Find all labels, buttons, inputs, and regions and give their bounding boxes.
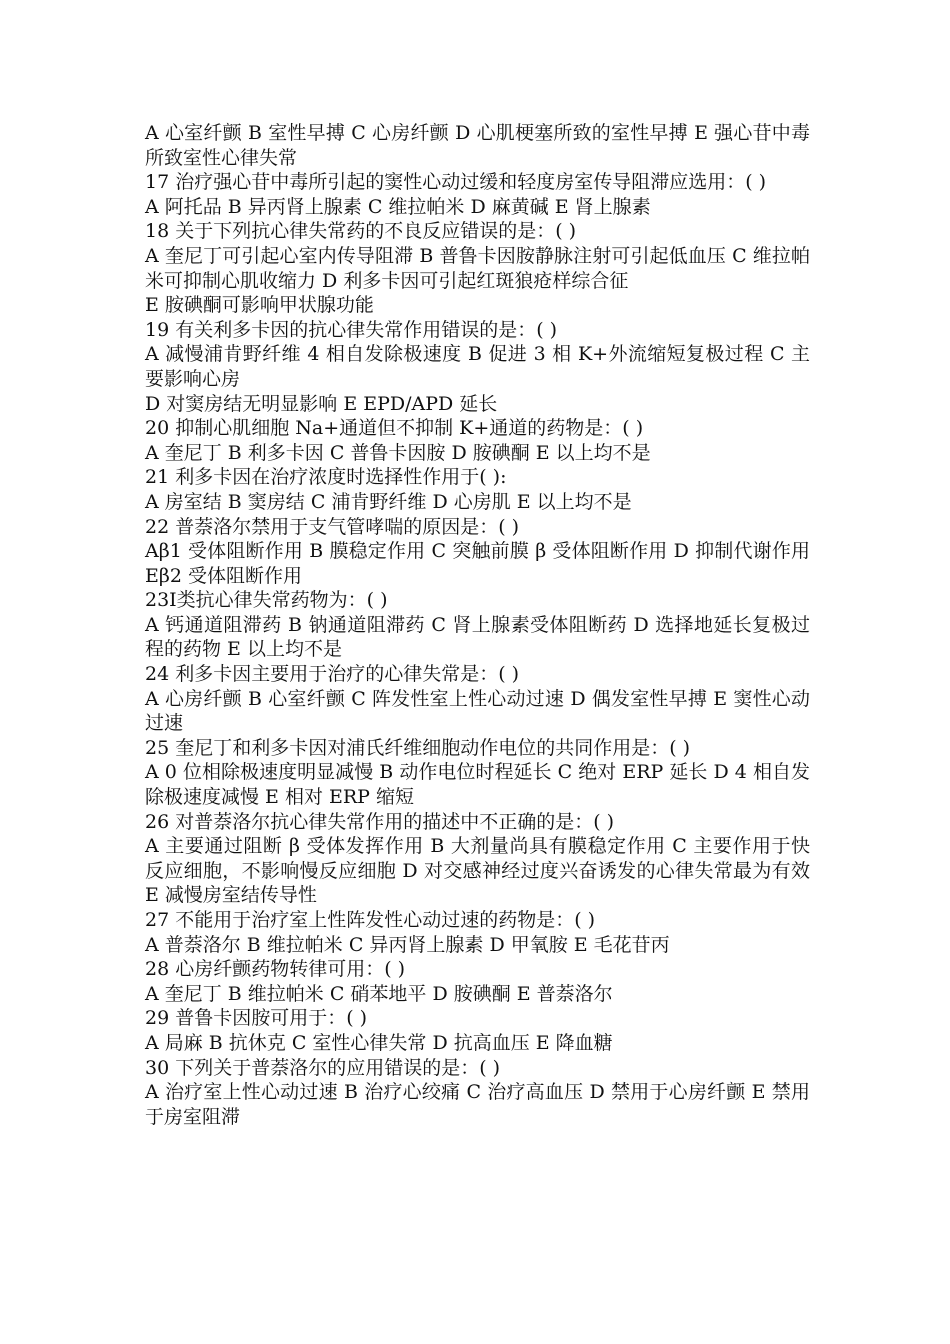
answer-options-27: A 普萘洛尔 B 维拉帕米 C 异丙肾上腺素 D 甲氧胺 E 毛花苷丙 <box>145 933 670 956</box>
question-17: 17 治疗强心苷中毒所引起的窦性心动过缓和轻度房室传导阻滞应选用：( ) <box>145 171 767 194</box>
answer-options-22: Aβ1 受体阻断作用 B 膜稳定作用 C 突触前膜 β 受体阻断作用 D 抑制代谢作用 Eβ2 受体阻断作用 <box>145 540 810 587</box>
question-22: 22 普萘洛尔禁用于支气管哮喘的原因是：( ) <box>145 515 520 538</box>
answer-options-20: A 奎尼丁 B 利多卡因 C 普鲁卡因胺 D 胺碘酮 E 以上均不是 <box>145 441 651 464</box>
answer-options-18: A 奎尼丁可引起心室内传导阻滞 B 普鲁卡因胺静脉注射可引起低血压 C 维拉帕米可抑制心肌收缩力 D 利多卡因可引起红斑狼疮样综合征 <box>145 244 810 292</box>
answer-options-23: A 钙通道阻滞药 B 钠通道阻滞药 C 肾上腺素受体阻断药 D 选择地延长复极过程的药物 E 以上均不是 <box>145 613 810 661</box>
question-18: 18 关于下列抗心律失常药的不良反应错误的是：( ) <box>145 220 577 243</box>
question-26: 26 对普萘洛尔抗心律失常作用的描述中不正确的是：( ) <box>145 810 615 833</box>
question-30: 30 下列关于普萘洛尔的应用错误的是：( ) <box>145 1056 501 1079</box>
question-21: 21 利多卡因在治疗浓度时选择性作用于( ): <box>145 466 507 489</box>
question-28: 28 心房纤颤药物转律可用：( ) <box>145 958 406 981</box>
answer-options-21: A 房室结 B 窦房结 C 浦肯野纤维 D 心房肌 E 以上均不是 <box>145 490 632 513</box>
answer-options-28: A 奎尼丁 B 维拉帕米 C 硝苯地平 D 胺碘酮 E 普萘洛尔 <box>145 982 613 1005</box>
answer-options-26: A 主要通过阻断 β 受体发挥作用 B 大剂量尚具有膜稳定作用 C 主要作用于快反应细胞，不影响慢反应细胞 D 对交感神经过度兴奋诱发的心律失常最为有效 E 减慢房室结传导性 <box>145 835 810 907</box>
answer-options-17: A 阿托品 B 异丙肾上腺素 C 维拉帕米 D 麻黄碱 E 肾上腺素 <box>145 195 651 218</box>
answer-options-29: A 局麻 B 抗休克 C 室性心律失常 D 抗高血压 E 降血糖 <box>145 1031 613 1054</box>
document-body <box>145 121 810 1129</box>
answer-options-18-e: E 胺碘酮可影响甲状腺功能 <box>145 294 374 317</box>
answer-options-24: A 心房纤颤 B 心室纤颤 C 阵发性室上性心动过速 D 偶发室性早搏 E 窦性心动过速 <box>145 687 810 735</box>
question-23: 23Ⅰ类抗心律失常药物为：( ) <box>145 589 388 612</box>
answer-options-16: A 心室纤颤 B 室性早搏 C 心房纤颤 D 心肌梗塞所致的室性早搏 E 强心苷中毒所致室性心律失常 <box>145 122 810 169</box>
question-27: 27 不能用于治疗室上性阵发性心动过速的药物是：( ) <box>145 909 596 931</box>
question-20: 20 抑制心肌细胞 Na+通道但不抑制 K+通道的药物是：( ) <box>145 417 644 440</box>
answer-options-19: A 减慢浦肯野纤维 4 相自发除极速度 B 促进 3 相 K+外流缩短复极过程 C 主要影响心房 <box>145 343 810 390</box>
question-24: 24 利多卡因主要用于治疗的心律失常是：( ) <box>145 663 520 686</box>
answer-options-25: A 0 位相除极速度明显减慢 B 动作电位时程延长 C 绝对 ERP 延长 D 4 相自发除极速度减慢 E 相对 ERP 缩短 <box>145 761 810 809</box>
question-25: 25 奎尼丁和利多卡因对浦氏纤维细胞动作电位的共同作用是：( ) <box>145 736 691 759</box>
answer-options-30: A 治疗室上性心动过速 B 治疗心绞痛 C 治疗高血压 D 禁用于心房纤颤 E 禁用于房室阻滞 <box>145 1081 810 1128</box>
question-29: 29 普鲁卡因胺可用于：( ) <box>145 1007 368 1030</box>
question-19: 19 有关利多卡因的抗心律失常作用错误的是：( ) <box>145 318 558 341</box>
answer-options-19-de: D 对窦房结无明显影响 E EPD/APD 延长 <box>145 392 498 415</box>
